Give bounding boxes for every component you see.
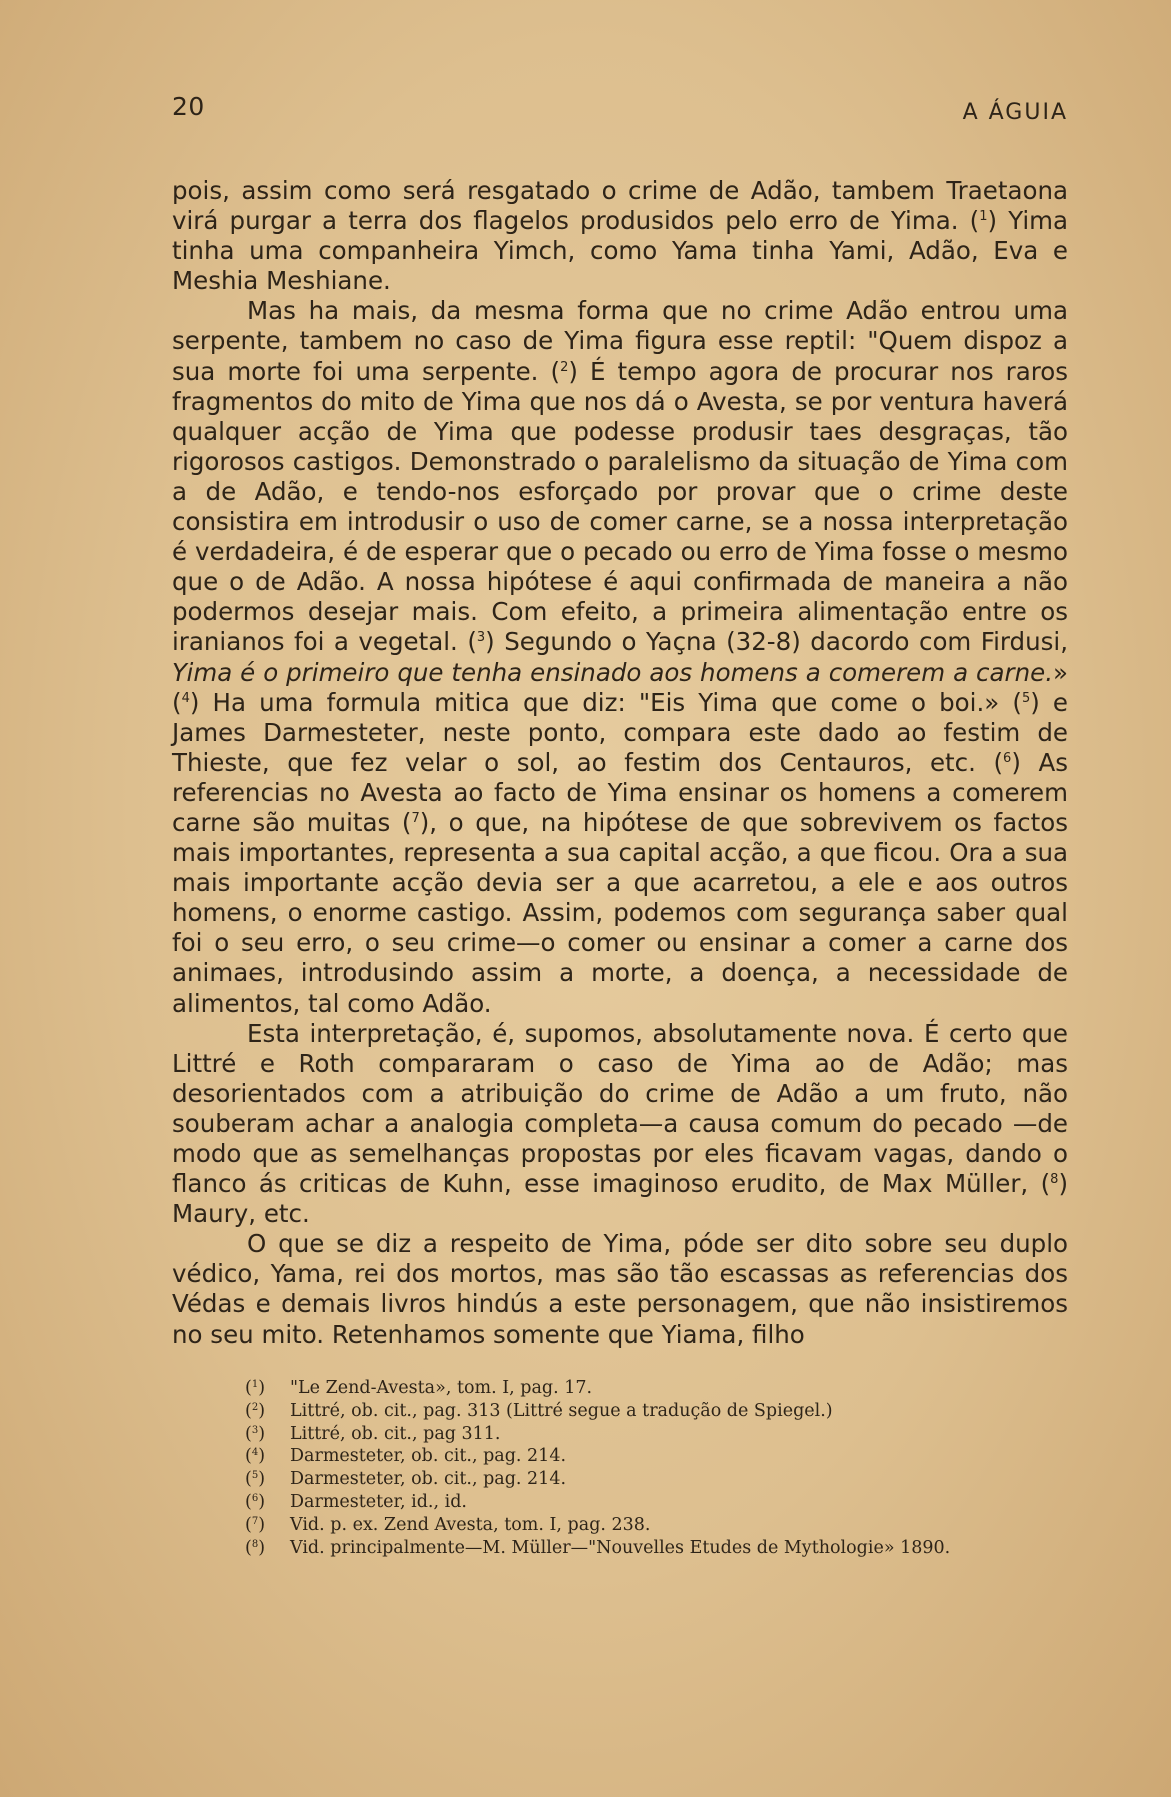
footnote-ref-4: 4 bbox=[181, 690, 190, 706]
footnote-ref-5: 5 bbox=[1021, 690, 1031, 706]
text-run: ) É tempo agora de procurar nos raros fragmentos do mito de Yima que nos dá o Avesta, se por ventura haverá qualquer acção de Yima que podesse produsir taes desgraças, tão rigorosos castigos. Demonstrado o paralelismo da situação de Yima com a de Adão, e tendo-nos esforçado por provar que o crime deste consistira em introdusir o uso de comer carne, se a nossa interpretação é verdadeira, é de esperar que o pecado ou erro de Yima fosse o mesmo que o de Adão. A nossa hipótese é aqui confirmada de maneira a não podermos desejar mais. Com efeito, a primeira alimentação entre os iranianos foi a vegetal. ( bbox=[172, 356, 1069, 657]
text-run: ) As referencias no Avesta ao facto de Yima ensinar os homens a comerem carne são muitas ( bbox=[172, 747, 1068, 837]
footnote-text: Darmesteter, ob. cit., pag. 214. bbox=[290, 1446, 567, 1467]
footnote-text: Vid. p. ex. Zend Avesta, tom. I, pag. 238. bbox=[290, 1514, 651, 1535]
footnote-mark: ($^4$) bbox=[245, 1446, 266, 1467]
footnote-ref-8: 8 bbox=[1050, 1172, 1059, 1188]
footnote bbox=[245, 1445, 1075, 1468]
footnote bbox=[245, 1468, 1075, 1491]
footnote-mark: ($^5$) bbox=[245, 1469, 266, 1490]
footnote-mark: ($^3$) bbox=[245, 1423, 266, 1444]
text-run: Esta interpretação, é, supomos, absolutamente nova. É certo que Littré e Roth compararam o caso de Yima ao de Adão; mas desorientados com a atribuição do crime de Adão a um fruto, não souberam achar a analogia completa—a causa comum do pecado —de modo que as semelhanças propostas por eles ficavam vagas, dando o flanco ás criticas de Kuhn, esse imaginoso erudito, de Max Müller, ( bbox=[172, 1018, 1068, 1199]
footnote-text: Vid. principalmente—M. Müller—"Nouvelles Etudes de Mythologie» 1890. bbox=[290, 1537, 951, 1558]
footnote-ref-1: 1 bbox=[979, 209, 988, 225]
footnote bbox=[245, 1514, 1075, 1537]
text-run: ) Segundo o Yaçna (32-8) dacordo com Firdusi, bbox=[485, 627, 1068, 657]
text-run: » ( bbox=[172, 657, 1068, 717]
footnote-text: "Le Zend-Avesta», tom. I, pag. 17. bbox=[290, 1378, 593, 1398]
body-text bbox=[172, 176, 1068, 1350]
text-run: ) Maury, etc. bbox=[172, 1169, 1068, 1229]
running-title: A ÁGUIA bbox=[962, 100, 1068, 125]
footnote-text: Littré, ob. cit., pag. 313 (Littré segue a tradução de Spiegel.) bbox=[290, 1400, 833, 1421]
page-header bbox=[172, 92, 1068, 132]
text-run: Mas ha mais, da mesma forma que no crime Adão entrou uma serpente, tambem no caso de Yima figura esse reptil: "Quem dispoz a sua morte foi uma serpente. ( bbox=[172, 296, 1068, 386]
paragraph-3 bbox=[172, 1019, 1068, 1230]
footnote bbox=[245, 1377, 1075, 1400]
footnote bbox=[245, 1400, 1075, 1423]
text-run: ) e James Darmesteter, neste ponto, compara este dado ao festim de Thieste, que fez velar o sol, ao festim dos Centauros, etc. ( bbox=[172, 687, 1068, 777]
text-run: pois, assim como será resgatado o crime de Adão, tambem Traetaona virá purgar a terra dos flagelos produsidos pelo erro de Yima. ( bbox=[172, 176, 1068, 236]
footnote-mark: ($^2$) bbox=[245, 1400, 266, 1421]
paragraph-4: O que se diz a respeito de Yima, póde ser dito sobre seu duplo védico, Yama, rei dos mortos, mas são tão escassas as referencias dos Védas e demais livros hindús a este personagem, que não insistiremos no seu mito. Retenhamos somente que Yiama, filho bbox=[172, 1229, 1068, 1349]
text-run: ), o que, na hipótese de que sobrevivem os factos mais importantes, representa a sua capital acção, a que ficou. Ora a sua mais importante acção devia ser a que acarretou, a ele e aos outros homens, o enorme castigo. Assim, podemos com segurança saber qual foi o seu erro, o seu crime—o comer ou ensinar a comer a carne dos animaes, introdusindo assim a morte, a doença, a necessidade de alimentos, tal como Adão. bbox=[172, 807, 1068, 1018]
footnote-mark: ($^1$) bbox=[245, 1378, 266, 1398]
footnote bbox=[245, 1423, 1075, 1446]
footnote-text: Littré, ob. cit., pag 311. bbox=[290, 1423, 501, 1444]
paragraph-1 bbox=[172, 176, 1068, 296]
italic-quote: Yima é o primeiro que tenha ensinado aos homens a comerem a carne. bbox=[172, 657, 1053, 687]
footnote-text: Darmesteter, id., id. bbox=[290, 1491, 467, 1512]
text-run: ) Ha uma formula mitica que diz: "Eis Yima que come o boi.» ( bbox=[189, 687, 1022, 717]
footnote-text: Darmesteter, ob. cit., pag. 214. bbox=[290, 1469, 567, 1490]
paragraph-2 bbox=[172, 296, 1068, 1018]
footnote-ref-3: 3 bbox=[476, 630, 486, 646]
footnote-mark: ($^7$) bbox=[245, 1514, 266, 1535]
footnote bbox=[245, 1491, 1075, 1514]
text-run: ) Yima tinha uma companheira Yimch, como Yama tinha Yami, Adão, Eva e Meshia Meshiane. bbox=[172, 206, 1069, 296]
footnote-ref-7: 7 bbox=[411, 810, 420, 826]
footnote-mark: ($^8$) bbox=[245, 1537, 266, 1558]
footnote-mark: ($^6$) bbox=[245, 1491, 266, 1512]
footnotes bbox=[245, 1377, 1075, 1559]
page-number: 20 bbox=[172, 92, 205, 121]
footnote-ref-6: 6 bbox=[1003, 750, 1012, 766]
footnote bbox=[245, 1537, 1075, 1560]
footnote-ref-2: 2 bbox=[560, 359, 569, 375]
